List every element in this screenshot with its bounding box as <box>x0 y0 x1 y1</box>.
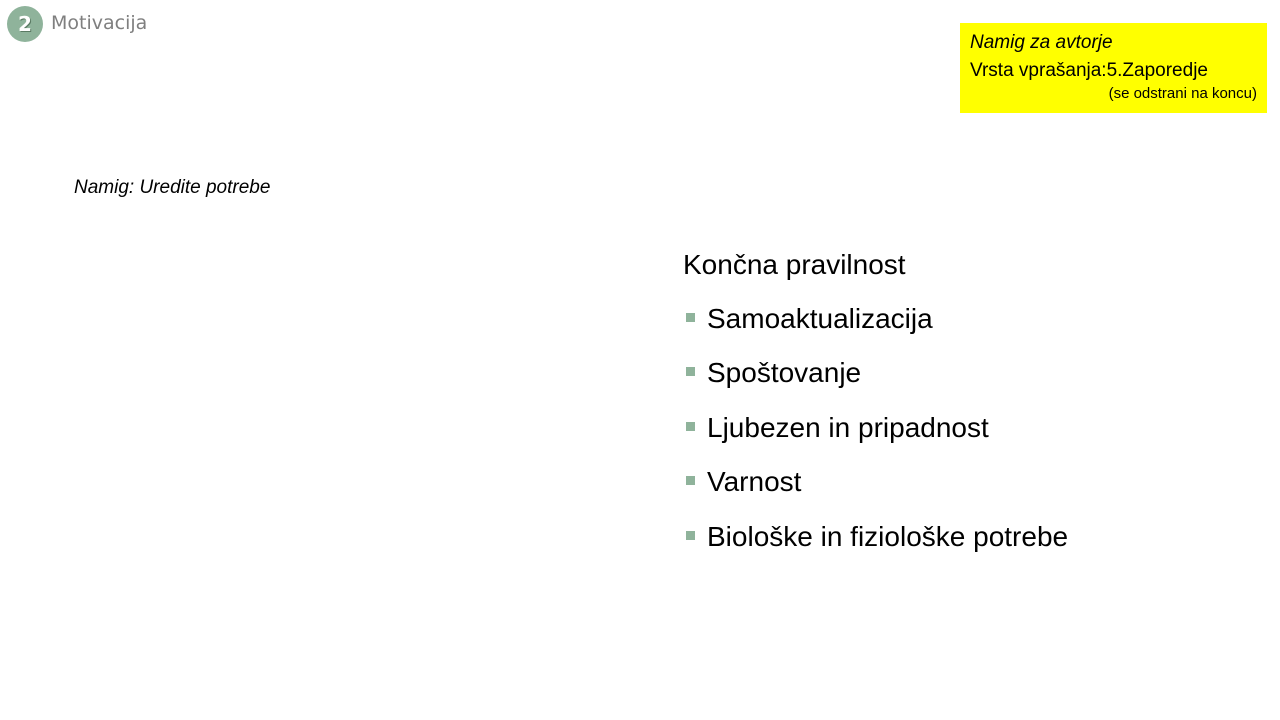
square-bullet-icon <box>686 367 695 376</box>
list-item-label: Biološke in fiziološke potrebe <box>707 520 1069 552</box>
square-bullet-icon <box>686 422 695 431</box>
hint-text: Namig: Uredite potrebe <box>74 177 271 198</box>
list-item <box>683 408 1068 462</box>
author-note-question-type: Vrsta vprašanja:5.Zaporedje <box>970 60 1208 81</box>
list-item-label: Varnost <box>707 466 802 498</box>
list-item-label: Spoštovanje <box>707 357 862 389</box>
list-item <box>683 517 1068 571</box>
author-note-removal: (se odstrani na koncu) <box>1108 85 1257 102</box>
list-item <box>683 462 1068 516</box>
list-item <box>683 299 1068 353</box>
section-title: Motivacija <box>51 12 148 34</box>
square-bullet-icon <box>686 476 695 485</box>
square-bullet-icon <box>686 313 695 322</box>
needs-list <box>683 299 1068 571</box>
content-heading: Končna pravilnost <box>683 249 906 280</box>
section-number-badge: 2 <box>7 6 43 42</box>
author-note-title: Namig za avtorje <box>970 32 1113 53</box>
list-item-label: Ljubezen in pripadnost <box>707 411 989 443</box>
author-note-box <box>960 23 1267 113</box>
square-bullet-icon <box>686 531 695 540</box>
list-item <box>683 353 1068 407</box>
list-item-label: Samoaktualizacija <box>707 303 933 334</box>
answer-content <box>683 245 1068 571</box>
